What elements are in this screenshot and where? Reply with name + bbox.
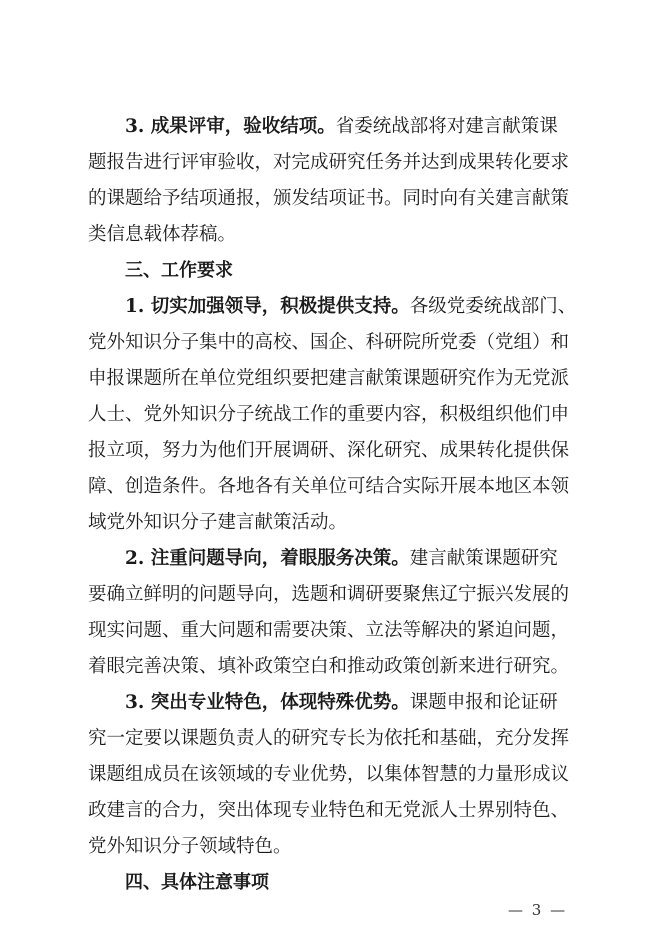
paragraph-line: 的课题给予结项通报，颁发结项证书。同时向有关建言献策 bbox=[88, 188, 570, 209]
paragraph-text: 建言献策课题研究 bbox=[409, 548, 558, 569]
paragraph-lead: 1. 切实加强领导，积极提供支持。 bbox=[125, 296, 410, 317]
paragraph-text: 课题申报和论证研 bbox=[409, 692, 558, 713]
paragraph-line: 类信息载体荐稿。 bbox=[88, 224, 237, 245]
paragraph-line bbox=[125, 289, 576, 325]
paragraph-line: 着眼完善决策、填补政策空白和推动政策创新来进行研究。 bbox=[88, 656, 570, 677]
paragraph-line: 政建言的合力，突出体现专业特色和无党派人士界别特色、 bbox=[88, 800, 570, 821]
paragraph-line bbox=[125, 685, 558, 721]
paragraph-line: 报立项，努力为他们开展调研、深化研究、成果转化提供保 bbox=[88, 440, 570, 461]
paragraph-line bbox=[125, 541, 558, 577]
page-number: — 3 — bbox=[508, 901, 568, 919]
paragraph-line: 申报课题所在单位党组织要把建言献策课题研究作为无党派 bbox=[88, 368, 570, 389]
paragraph-line: 究一定要以课题负责人的研究专长为依托和基础，充分发挥 bbox=[88, 728, 570, 749]
paragraph-line bbox=[125, 109, 558, 145]
paragraph-line: 党外知识分子领域特色。 bbox=[88, 836, 292, 857]
paragraph-line: 要确立鲜明的问题导向，选题和调研要聚焦辽宁振兴发展的 bbox=[88, 584, 570, 605]
paragraph-lead: 2. 注重问题导向，着眼服务决策。 bbox=[125, 548, 410, 569]
paragraph-text: 各级党委统战部门、 bbox=[409, 296, 577, 317]
paragraph-line: 题报告进行评审验收，对完成研究任务并达到成果转化要求 bbox=[88, 152, 570, 173]
paragraph-line: 人士、党外知识分子统战工作的重要内容，积极组织他们申 bbox=[88, 404, 570, 425]
paragraph-line: 党外知识分子集中的高校、国企、科研院所党委（党组）和 bbox=[88, 332, 570, 353]
paragraph-lead: 3. 成果评审，验收结项。 bbox=[125, 116, 336, 137]
section-heading: 四、具体注意事项 bbox=[125, 872, 269, 893]
paragraph-line: 障、创造条件。各地各有关单位可结合实际开展本地区本领 bbox=[88, 476, 570, 497]
paragraph-lead: 3. 突出专业特色，体现特殊优势。 bbox=[125, 692, 410, 713]
paragraph-line: 现实问题、重大问题和需要决策、立法等解决的紧迫问题， bbox=[88, 620, 570, 641]
paragraph-line: 域党外知识分子建言献策活动。 bbox=[88, 512, 348, 533]
paragraph-text: 省委统战部将对建言献策课 bbox=[335, 116, 558, 137]
section-heading: 三、工作要求 bbox=[125, 260, 233, 281]
paragraph-line: 课题组成员在该领域的专业优势，以集体智慧的力量形成议 bbox=[88, 764, 570, 785]
